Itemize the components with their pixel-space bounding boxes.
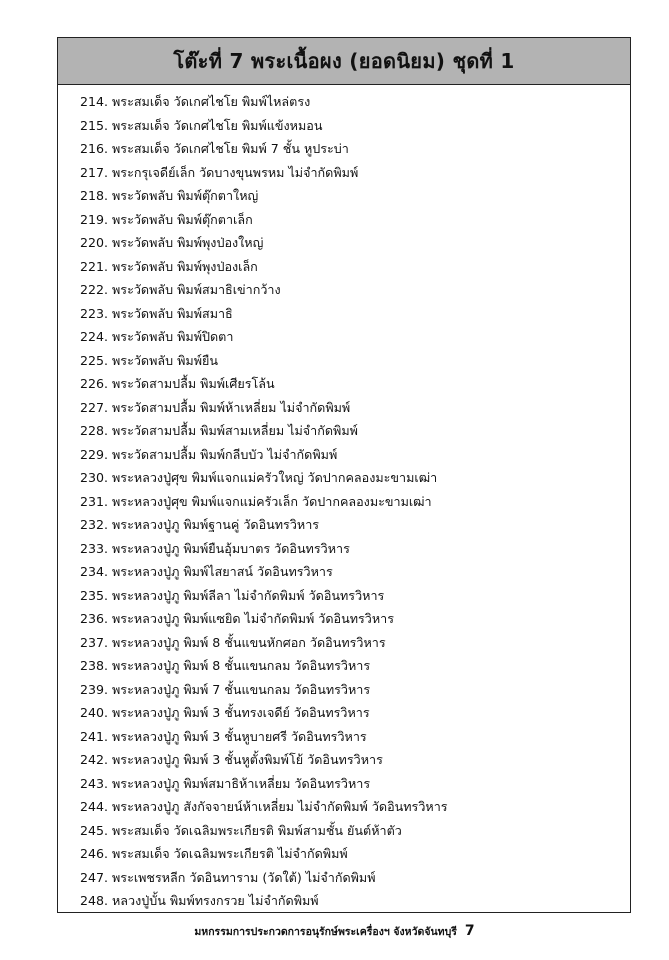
list-item xyxy=(80,560,624,584)
item-text: พระหลวงปู่ภู พิมพ์ 8 ชั้นแขนกลม วัดอินทรวิหาร xyxy=(112,658,371,673)
list-item xyxy=(80,772,624,796)
list-item xyxy=(80,278,624,302)
list-item xyxy=(80,90,624,114)
item-number: 218. xyxy=(80,188,109,203)
item-text: พระหลวงปู่ภู สังกัจจายน์ห้าเหลี่ยม ไม่จำกัดพิมพ์ วัดอินทรวิหาร xyxy=(112,799,448,814)
list-item xyxy=(80,184,624,208)
item-text: พระสมเด็จ วัดเกศไชโย พิมพ์ 7 ชั้น หูประบ่า xyxy=(112,141,349,156)
list-item xyxy=(80,584,624,608)
amulet-list xyxy=(80,90,624,913)
list-item xyxy=(80,631,624,655)
item-number: 225. xyxy=(80,352,109,368)
item-number: 227. xyxy=(80,399,109,415)
item-text: พระหลวงปู่ภู พิมพ์สมาธิห้าเหลี่ยม วัดอินทรวิหาร xyxy=(112,775,371,791)
item-number: 234. xyxy=(80,564,109,579)
list-item xyxy=(80,654,624,678)
list-item xyxy=(80,231,624,255)
item-number: 247. xyxy=(80,869,109,885)
item-number: 217. xyxy=(80,164,109,180)
item-text: พระวัดพลับ พิมพ์พุงป่องใหญ่ xyxy=(112,235,264,250)
item-text: พระสมเด็จ วัดเฉลิมพระเกียรติ ไม่จำกัดพิมพ์ xyxy=(112,846,348,861)
item-text: พระวัดสามปลื้ม พิมพ์กลีบบัว ไม่จำกัดพิมพ์ xyxy=(112,446,338,462)
item-text: พระวัดพลับ พิมพ์สมาธิเข่ากว้าง xyxy=(112,282,281,297)
item-text: พระวัดพลับ พิมพ์ตุ๊กตาใหญ่ xyxy=(112,188,259,203)
item-text: พระหลวงปู่ภู พิมพ์ 7 ชั้นแขนกลม วัดอินทรวิหาร xyxy=(112,681,371,697)
item-number: 245. xyxy=(80,822,109,838)
item-text: พระหลวงปู่ศุข พิมพ์แจกแม่ครัวเล็ก วัดปากคลองมะขามเฒ่า xyxy=(112,493,432,509)
page-title: โต๊ะที่ 7 พระเนื้อผง (ยอดนิยม) ชุดที่ 1 xyxy=(173,49,515,73)
item-text: พระหลวงปู่ภู พิมพ์ 3 ชั้นหูบายศรี วัดอินทรวิหาร xyxy=(112,728,367,744)
item-number: 241. xyxy=(80,728,109,744)
item-number: 233. xyxy=(80,540,109,556)
list-item xyxy=(80,842,624,866)
page-footer xyxy=(0,921,669,941)
item-text: พระหลวงปู่ภู พิมพ์ลีลา ไม่จำกัดพิมพ์ วัดอินทรวิหาร xyxy=(112,587,385,603)
item-text: พระหลวงปู่ภู พิมพ์แซยิด ไม่จำกัดพิมพ์ วัดอินทรวิหาร xyxy=(112,611,394,626)
list-item xyxy=(80,701,624,725)
item-number: 226. xyxy=(80,376,109,391)
item-text: พระวัดสามปลื้ม พิมพ์สามเหลี่ยม ไม่จำกัดพิมพ์ xyxy=(112,423,358,438)
list-item xyxy=(80,866,624,890)
item-number: 236. xyxy=(80,611,109,626)
item-number: 240. xyxy=(80,705,109,720)
item-text: พระหลวงปู่ศุข พิมพ์แจกแม่ครัวใหญ่ วัดปากคลองมะขามเฒ่า xyxy=(112,470,438,485)
item-text: พระสมเด็จ วัดเฉลิมพระเกียรติ พิมพ์สามชั้น ยันต์ห้าตัว xyxy=(112,822,402,838)
item-text: พระหลวงปู่ภู พิมพ์ 8 ชั้นแขนหักศอก วัดอินทรวิหาร xyxy=(112,634,386,650)
item-number: 219. xyxy=(80,211,109,227)
list-item xyxy=(80,795,624,819)
page-number: 7 xyxy=(464,923,475,939)
item-text: พระวัดสามปลื้ม พิมพ์ห้าเหลี่ยม ไม่จำกัดพิมพ์ xyxy=(112,399,351,415)
list-item xyxy=(80,490,624,514)
item-text: พระวัดสามปลื้ม พิมพ์เศียรโล้น xyxy=(112,376,275,391)
item-text: พระหลวงปู่ภู พิมพ์ยืนอุ้มบาตร วัดอินทรวิหาร xyxy=(112,540,350,556)
item-number: 216. xyxy=(80,141,109,156)
list-item xyxy=(80,255,624,279)
item-number: 243. xyxy=(80,775,109,791)
item-number: 238. xyxy=(80,658,109,673)
item-number: 244. xyxy=(80,799,109,814)
item-text: พระวัดพลับ พิมพ์ตุ๊กตาเล็ก xyxy=(112,211,253,227)
list-item xyxy=(80,819,624,843)
item-text: พระหลวงปู่ภู พิมพ์ 3 ชั้นทรงเจดีย์ วัดอินทรวิหาร xyxy=(112,705,370,720)
item-text: พระวัดพลับ พิมพ์ปิดตา xyxy=(112,329,234,344)
item-number: 221. xyxy=(80,258,109,274)
item-number: 239. xyxy=(80,681,109,697)
item-number: 232. xyxy=(80,517,109,532)
item-number: 231. xyxy=(80,493,109,509)
item-text: พระวัดพลับ พิมพ์ยืน xyxy=(112,352,218,368)
item-number: 224. xyxy=(80,329,109,344)
content-frame xyxy=(57,37,631,913)
item-text: พระวัดพลับ พิมพ์สมาธิ xyxy=(112,305,233,321)
list-item xyxy=(80,678,624,702)
list-item xyxy=(80,443,624,467)
item-number: 222. xyxy=(80,282,109,297)
list-item xyxy=(80,114,624,138)
item-number: 214. xyxy=(80,94,109,109)
item-text: พระวัดพลับ พิมพ์พุงป่องเล็ก xyxy=(112,258,258,274)
item-number: 246. xyxy=(80,846,109,861)
list-item xyxy=(80,302,624,326)
item-number: 235. xyxy=(80,587,109,603)
item-text: พระสมเด็จ วัดเกศไชโย พิมพ์ไหล่ตรง xyxy=(112,94,311,109)
item-text: พระกรุเจดีย์เล็ก วัดบางขุนพรหม ไม่จำกัดพิมพ์ xyxy=(112,164,359,180)
table-header xyxy=(58,38,630,85)
item-number: 220. xyxy=(80,235,109,250)
item-number: 242. xyxy=(80,752,109,767)
item-number: 215. xyxy=(80,117,109,133)
item-number: 230. xyxy=(80,470,109,485)
list-item xyxy=(80,349,624,373)
list-item xyxy=(80,137,624,161)
list-item xyxy=(80,419,624,443)
footer-text: มหกรรมการประกวดการอนุรักษ์พระเครื่องฯ จังหวัดจันทบุรี xyxy=(194,925,457,938)
item-text: หลวงปู่บั้น พิมพ์ทรงกรวย ไม่จำกัดพิมพ์ xyxy=(112,893,319,908)
item-number: 248. xyxy=(80,893,109,908)
item-number: 237. xyxy=(80,634,109,650)
list-item xyxy=(80,748,624,772)
item-text: พระเพชรหลีก วัดอินทาราม (วัดใต้) ไม่จำกัดพิมพ์ xyxy=(112,869,376,885)
item-text: พระสมเด็จ วัดเกศไชโย พิมพ์แข้งหมอน xyxy=(112,117,323,133)
list-item xyxy=(80,325,624,349)
list-item xyxy=(80,537,624,561)
list-item xyxy=(80,396,624,420)
list-item xyxy=(80,513,624,537)
item-number: 229. xyxy=(80,446,109,462)
item-text: พระหลวงปู่ภู พิมพ์ฐานคู่ วัดอินทรวิหาร xyxy=(112,517,320,532)
item-number: 223. xyxy=(80,305,109,321)
list-item xyxy=(80,725,624,749)
list-item xyxy=(80,208,624,232)
list-item xyxy=(80,889,624,913)
list-item xyxy=(80,372,624,396)
list-item xyxy=(80,607,624,631)
list-item xyxy=(80,161,624,185)
item-text: พระหลวงปู่ภู พิมพ์ไสยาสน์ วัดอินทรวิหาร xyxy=(112,564,333,579)
item-text: พระหลวงปู่ภู พิมพ์ 3 ชั้นหูตั้งพิมพ์โย้ วัดอินทรวิหาร xyxy=(112,752,383,767)
item-number: 228. xyxy=(80,423,109,438)
list-item xyxy=(80,466,624,490)
